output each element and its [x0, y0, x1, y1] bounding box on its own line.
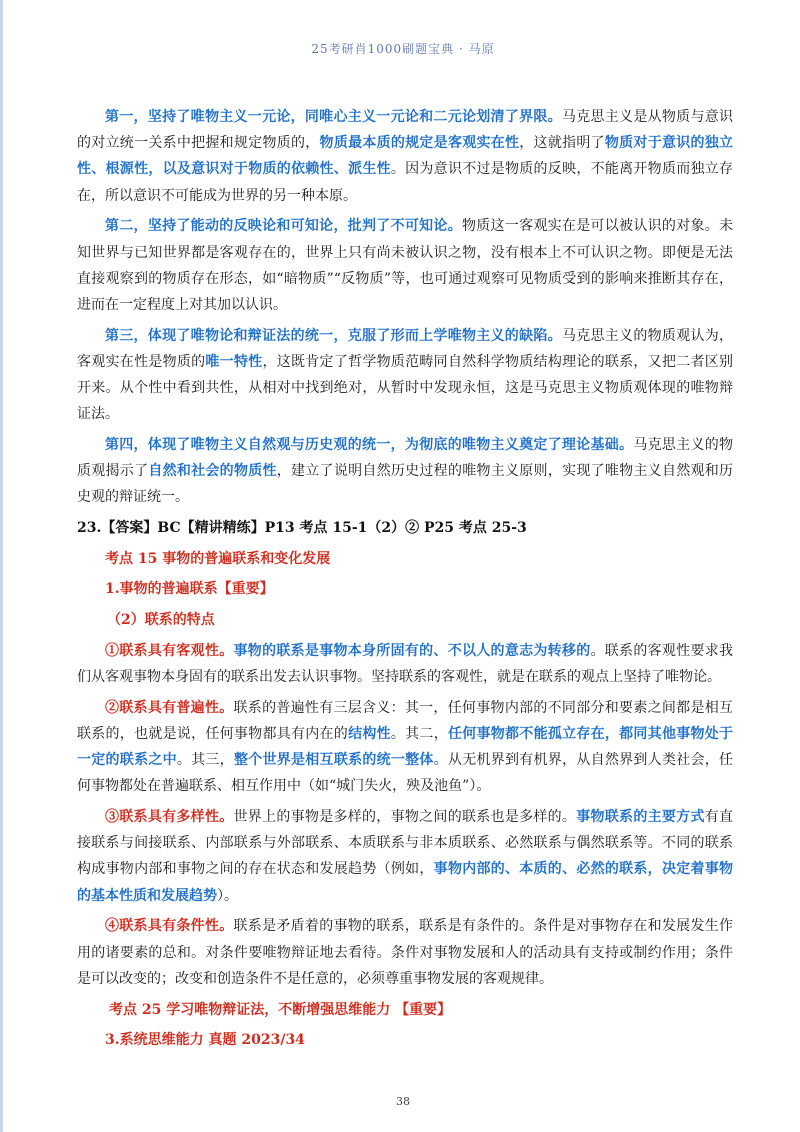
highlight-text: 任何事物都不能孤立存在，都同其他事物处于一定的联系之中 [77, 725, 734, 769]
section-heading-kaodian-25: 考点 25 学习唯物辩证法，不断增强思维能力 【重要】 [109, 1001, 452, 1018]
text-segment: 马克思主义是从物质与意识的对立统一关系中把握和规定物质的， [77, 109, 734, 152]
text-segment: ，这既肯定了哲学物质范畴同自然科学物质结构理论的联系，又把二者区别开来。从个性中看到共性，从相对中找到绝对，从暂时中发现永恒，这是马克思主义物质观体现的唯物辩证法。 [77, 353, 734, 423]
text-segment: 。联系的客观性要求我们从客观事物本身固有的联系出发去认识事物。坚持联系的客观性，就是在联系的观点上坚持了唯物论。 [77, 642, 734, 686]
highlight-text: 结构性 [348, 725, 391, 742]
highlight-text: 自然和社会的物质性 [148, 463, 277, 480]
text-segment: 物质这一客观实在是可以被认识的对象。未知世界与已知世界都是客观存在的，世界上只有尚未被认识之物，没有根本上不可认识之物。即便是无法直接观察到的物质存在形态，如“暗物质”“反物质”等，也可通过观察可见物质受到的影响来推断其存在，进而在一定程度上对其加以认识。 [77, 218, 734, 313]
paragraph-universality [77, 695, 733, 800]
text-segment: 马克思主义的物质观认为，客观实在性是物质的 [77, 327, 734, 370]
highlight-text: 物质最本质的规定是客观实在性 [319, 135, 520, 152]
text-segment: 世界上的事物是多样的，事物之间的联系也是多样的。 [233, 809, 577, 826]
heading-first-point: 第一，坚持了唯物主义一元论，同唯心主义一元论和二元论划清了界限。 [105, 109, 562, 125]
text-segment: ，建立了说明自然历史过程的唯物主义原则，实现了唯物主义自然观和历史观的辩证统一。 [77, 463, 734, 506]
paragraph-second-point [77, 213, 733, 318]
highlight-text: 事物的联系是事物本身所固有的、不以人的意志为转移的 [233, 642, 591, 659]
text-segment: 有直接联系与间接联系、内部联系与外部联系、本质联系与非本质联系、必然联系与偶然联系等。不同的联系构成事物内部和事物之间的存在状态和发展趋势（例如， [77, 809, 734, 878]
highlight-text: 整个世界是相互联系的统一整体 [233, 752, 434, 769]
heading-second-point: 第二，坚持了能动的反映论和可知论，批判了不可知论。 [105, 218, 462, 235]
heading-diversity: ③联系具有多样性。 [105, 809, 234, 826]
subsection-heading-connection-features: （2）联系的特点 [107, 612, 215, 629]
paragraph-first-point [77, 104, 733, 209]
text-segment: ，这就指明了 [519, 135, 605, 152]
answer-line-23: 23.【答案】BC【精讲精练】P13 考点 15-1（2）② P25 考点 25-3 [77, 520, 527, 537]
text-segment: 。因为意识不过是物质的反映，不能离开物质而独立存在，所以意识不可能成为世界的另一种本原。 [77, 161, 734, 204]
page-number: 38 [396, 1095, 410, 1108]
text-segment: 。从无机界到有机界，从自然界到人类社会，任何事物都处在普遍联系、相互作用中（如“城门失火，殃及池鱼”）。 [77, 752, 734, 795]
paragraph-diversity [77, 804, 733, 909]
heading-conditionality: ④联系具有条件性。 [105, 918, 234, 935]
highlight-text: 事物内部的、本质的、必然的联系，决定着事物的基本性质和发展趋势 [77, 861, 734, 904]
text-segment: ）。 [217, 887, 238, 904]
text-segment: 联系是矛盾着的事物的联系，联系是有条件的。条件是对事物存在和发展发生作用的诸要素的总和。对条件要唯物辩证地去看待。条件对事物发展和人的活动具有支持或制约作用；条件是可以改变的；改变和创造条件不是任意的，必须尊重事物发展的客观规律。 [77, 918, 734, 987]
page-content [77, 104, 733, 1058]
paragraph-objectivity [77, 638, 733, 690]
highlight-text: 物质对于意识的独立性、根源性，以及意识对于物质的依赖性、派生性 [77, 135, 734, 178]
highlight-text: 唯一特性 [205, 353, 263, 370]
highlight-text: 事物联系的主要方式 [576, 809, 705, 826]
paragraph-third-point [77, 323, 733, 428]
paragraph-conditionality [77, 913, 733, 992]
section-heading-kaodian-15: 考点 15 事物的普遍联系和变化发展 [105, 550, 331, 567]
text-segment: 。其二， [390, 725, 448, 742]
page-header: 25考研肖1000刷题宝典 · 马原 [311, 42, 495, 56]
heading-objectivity: ①联系具有客观性。 [105, 642, 234, 659]
paragraph-fourth-point [77, 432, 733, 511]
heading-fourth-point: 第四，体现了唯物主义自然观与历史观的统一，为彻底的唯物主义奠定了理论基础。 [105, 436, 634, 453]
heading-third-point: 第三，体现了唯物论和辩证法的统一，克服了形而上学唯物主义的缺陷。 [105, 327, 562, 344]
heading-universality: ②联系具有普遍性。 [105, 699, 234, 716]
text-segment: 联系的普遍性有三层含义：其一，任何事物内部的不同部分和要素之间都是相互联系的，也就是说，任何事物都具有内在的 [77, 699, 734, 742]
subsection-heading-universal-connection: 1.事物的普遍联系【重要】 [105, 581, 274, 598]
text-segment: 。其三， [176, 752, 234, 769]
subsection-heading-system-thinking: 3.系统思维能力 真题 2023/34 [105, 1032, 305, 1049]
text-segment: 马克思主义的物质观揭示了 [77, 436, 734, 480]
